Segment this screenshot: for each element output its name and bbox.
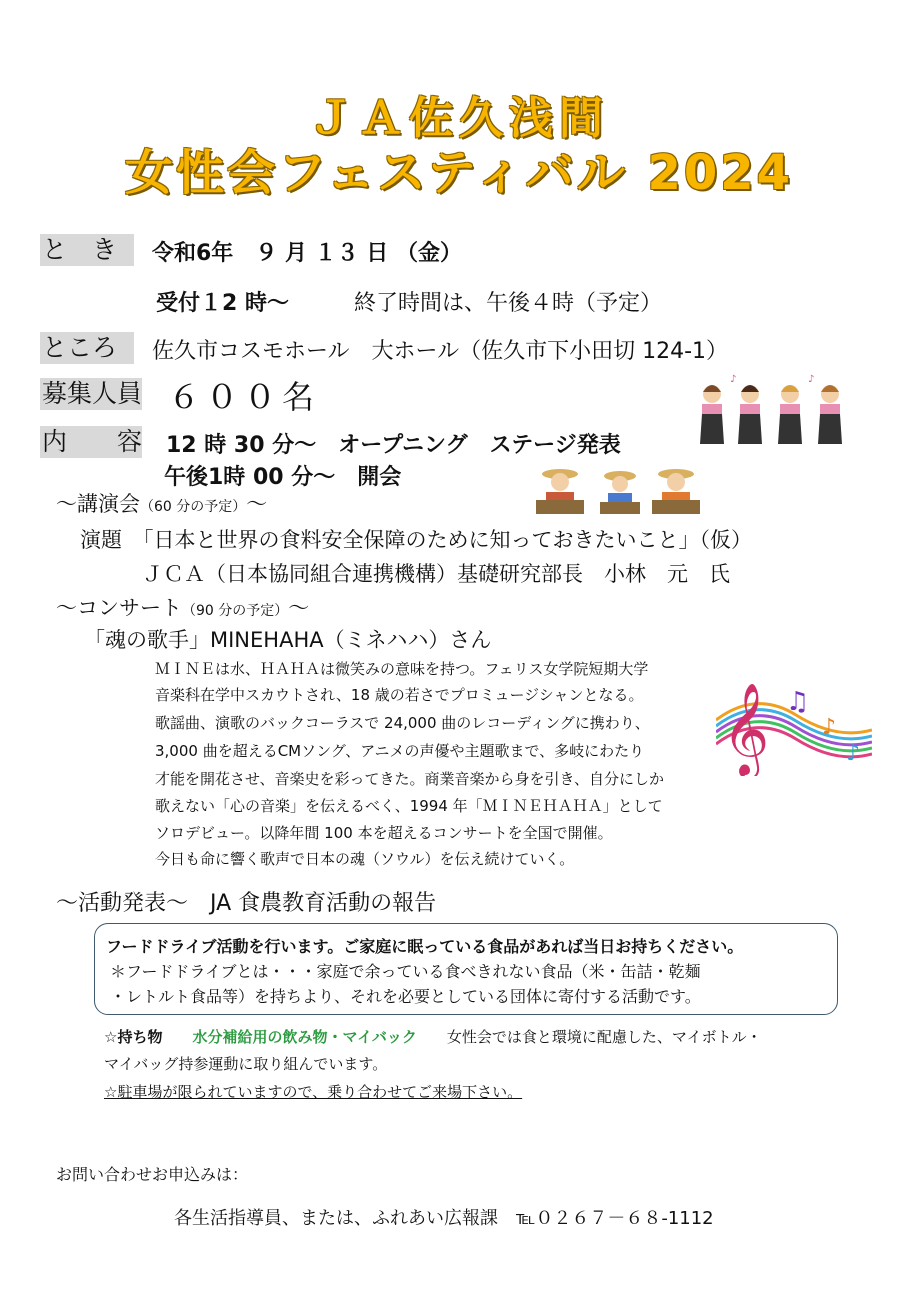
lecture-heading-text: ～講演会 [56,492,140,516]
reception-time: 受付１2 時～ [156,291,289,316]
svg-text:♫: ♫ [786,687,810,717]
contact-detail: 各生活指導員、または、ふれあい広報課 ℡０２６７－６８-1112 [174,1208,714,1229]
bio-line: 歌謡曲、演歌のバックコーラスで 24,000 曲のレコーディングに携わり、 [155,714,650,732]
lecture-heading [56,488,267,518]
treble-clef-icon: 𝄞 [722,682,770,775]
when-label: と き [40,234,134,266]
bring-items: 水分補給用の飲み物・マイバック [192,1028,417,1046]
bio-line: 3,000 曲を超えるCMソング、アニメの声優や主題歌まで、多岐にわたり [155,742,645,760]
bio-line: ＭＩＮＥは水、ＨＡＨＡは微笑みの意味を持つ。フェリス女学院短期大学 [155,660,649,678]
lecture-duration: （60 分の予定） [140,499,247,515]
concert-performer: 「魂の歌手」MINEHAHA（ミネハハ）さん [84,628,492,652]
bring-items-line [104,1026,762,1047]
activity-text: JA 食農教育活動の報告 [210,891,437,916]
where-label: ところ [40,332,134,364]
concert-heading [56,592,309,622]
singer-icon [700,385,724,444]
concert-duration: （90 分の予定） [182,603,289,619]
capacity-value: ６００名 [168,378,321,416]
svg-text:♪: ♪ [846,741,861,766]
lecture-heading-end: ～ [246,492,268,516]
svg-text:♪: ♪ [730,374,737,385]
activity-heading-text: ～活動発表～ [56,891,189,916]
concert-heading-end: ～ [288,596,310,620]
bring-label: ☆持ち物 [104,1028,163,1046]
lecture-theme: 演題 「日本と世界の食料安全保障のために知っておきたいこと」（仮） [80,528,752,552]
bio-line: 音楽科在学中スカウトされ、18 歳の若さでプロミュージシャンとなる。 [155,686,644,704]
title-line1: ＪＡ佐久浅間 [309,93,609,144]
capacity-label: 募集人員 [42,379,143,408]
activity-heading [56,886,436,917]
opening-time: 12 時 30 分～ オープニング ステージ発表 [166,433,621,458]
content-label: 内 容 [42,427,143,456]
contact-heading: お問い合わせお申込みは： [56,1165,249,1184]
singer-icon [738,385,762,444]
event-date: 令和6年 ９ 月 １３ 日 （金） [152,241,462,266]
music-notes-illustration [716,660,872,776]
farmer-icon [536,469,584,514]
bio-line: 才能を開花させ、音楽史を彩ってきた。商業音楽から身を引き、自分にしか [155,770,664,788]
svg-text:♪: ♪ [822,715,837,740]
singer-icon [818,385,842,444]
opening-ceremony-time: 午後1時 00 分～ 開会 [164,465,402,490]
lecture-speaker: ＪＣＡ（日本協同組合連携機構）基礎研究部長 小林 元 氏 [142,562,730,586]
concert-heading-text: ～コンサート [56,596,182,620]
food-drive-line2: ＊フードドライブとは・・・家庭で余っている食べきれない食品（米・缶詰・乾麺 [110,962,701,981]
parking-notice: ☆駐車場が限られていますので、乗り合わせてご来場下さい。 [104,1083,523,1101]
svg-text:♪: ♪ [808,374,815,385]
singer-icon [778,385,802,444]
farmer-icon [600,471,640,514]
bio-line: 今日も命に響く歌声で日本の魂（ソウル）を伝え続けていく。 [155,850,575,868]
bio-line: 歌えない「心の音楽」を伝えるべく、1994 年「ＭＩＮＥＨＡＨＡ」として [155,797,663,815]
bring-text-line2: マイバッグ持参運動に取り組んでいます。 [104,1055,388,1073]
title-line2: 女性会フェスティバル 2024 [124,145,794,201]
end-time: 終了時間は、午後４時（予定） [354,291,663,316]
food-drive-line3: ・レトルト食品等）を持ちより、それを必要としている団体に寄付する活動です。 [110,987,701,1006]
venue: 佐久市コスモホール 大ホール（佐久市下小田切 124-1） [152,339,729,364]
bio-line: ソロデビュー。以降年間 100 本を超えるコンサートを全国で開催。 [155,824,613,842]
farmer-icon [652,469,700,514]
choir-illustration [690,372,860,452]
food-drive-line1: フードドライブ活動を行います。ご家庭に眠っている食品があれば当日お持ちください。 [106,937,744,956]
farmers-illustration [532,464,702,516]
bring-text: 女性会では食と環境に配慮した、マイボトル・ [446,1028,762,1046]
